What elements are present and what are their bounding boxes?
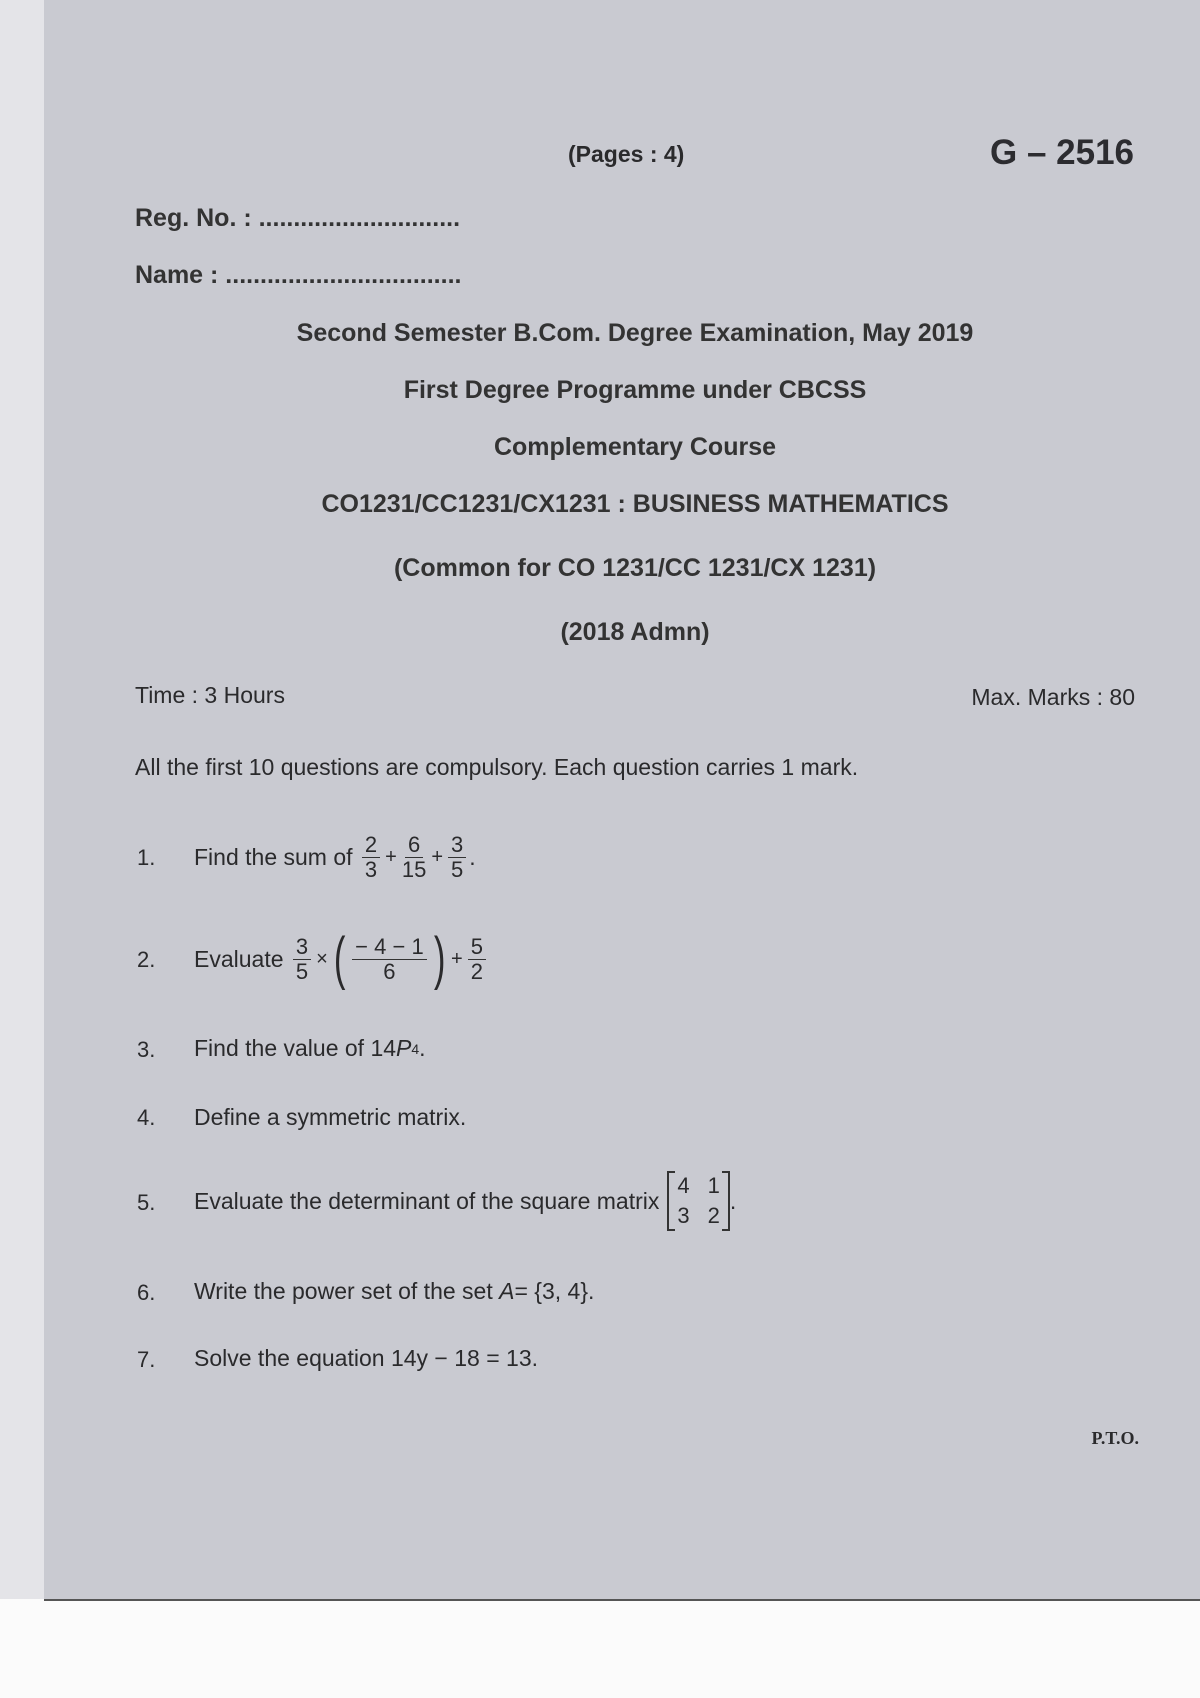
reg-no-field: Reg. No. : ............................. <box>135 204 461 232</box>
programme-title: First Degree Programme under CBCSS <box>403 376 867 404</box>
name-field: Name : .................................. <box>135 261 462 289</box>
fraction: 2 3 <box>362 833 380 880</box>
course-title: CO1231/CC1231/CX1231 : BUSINESS MATHEMATICS <box>321 490 949 518</box>
pages-count: (Pages : 4) <box>568 141 685 167</box>
question-number: 5. <box>137 1190 156 1215</box>
question-number: 6. <box>137 1280 156 1305</box>
operator: × <box>316 947 328 970</box>
common-for: (Common for CO 1231/CC 1231/CX 1231) <box>393 554 877 582</box>
question-text: Evaluate the determinant of the square matrix <box>194 1187 660 1214</box>
max-marks-label: Max. Marks : 80 <box>971 684 1135 710</box>
course-type: Complementary Course <box>493 433 777 461</box>
question-5: Evaluate the determinant of the square matrix 4 1 3 2 . <box>194 1168 736 1234</box>
question-4 <box>194 1104 466 1131</box>
fraction: $\frac{3}{5}$ <box>448 833 466 880</box>
question-number: 4. <box>137 1105 156 1130</box>
question-number: 2. <box>137 947 156 972</box>
fraction: $\frac{5}{2}$ <box>468 935 486 982</box>
question-number: 7. <box>137 1347 156 1372</box>
fraction: $\frac{3}{5}$ <box>293 935 311 982</box>
operator: + <box>385 845 397 868</box>
paper-code: G – 2516 <box>990 133 1134 172</box>
admission-year: (2018 Admn) <box>560 618 710 646</box>
question-text: Define a symmetric matrix. <box>194 1104 467 1130</box>
question-text: Write the power set of the set <box>194 1278 493 1304</box>
question-text: Evaluate <box>194 945 284 972</box>
question-3: Find the value of 14 P 4 . <box>194 1035 426 1061</box>
question-text: Solve the equation <box>194 1345 385 1371</box>
matrix: 4 1 3 2 <box>667 1171 730 1231</box>
exam-title: Second Semester B.Com. Degree Examination, May 2019 <box>296 319 974 347</box>
question-1: Find the sum of 2 3 + $\frac{6}{15}$ + $\frac{3}{5}$ . <box>194 832 476 882</box>
operator: + <box>451 947 463 970</box>
question-text: Find the sum of <box>194 843 353 870</box>
fraction: − 4 − 1 6 <box>352 935 427 982</box>
pto-label: P.T.O. <box>1091 1428 1139 1448</box>
question-2: Evaluate $\frac{3}{5}$ × ( − 4 − 1 6 ) + $\frac{5}{2}$ <box>194 925 489 993</box>
question-number: 1. <box>137 845 156 870</box>
question-6: Write the power set of the set A = {3, 4}. <box>194 1278 595 1304</box>
fraction: $\frac{6}{15}$ <box>401 832 427 882</box>
question-7: Solve the equation 14y − 18 = 13. <box>194 1345 539 1371</box>
question-text: Find the value of 14 <box>194 1035 397 1061</box>
question-number: 3. <box>137 1037 156 1062</box>
page-edge <box>0 0 44 1599</box>
instruction: All the first 10 questions are compulsory. Each question carries 1 mark. <box>135 754 859 780</box>
time-label: Time : 3 Hours <box>135 682 285 708</box>
operator: + <box>431 845 444 868</box>
